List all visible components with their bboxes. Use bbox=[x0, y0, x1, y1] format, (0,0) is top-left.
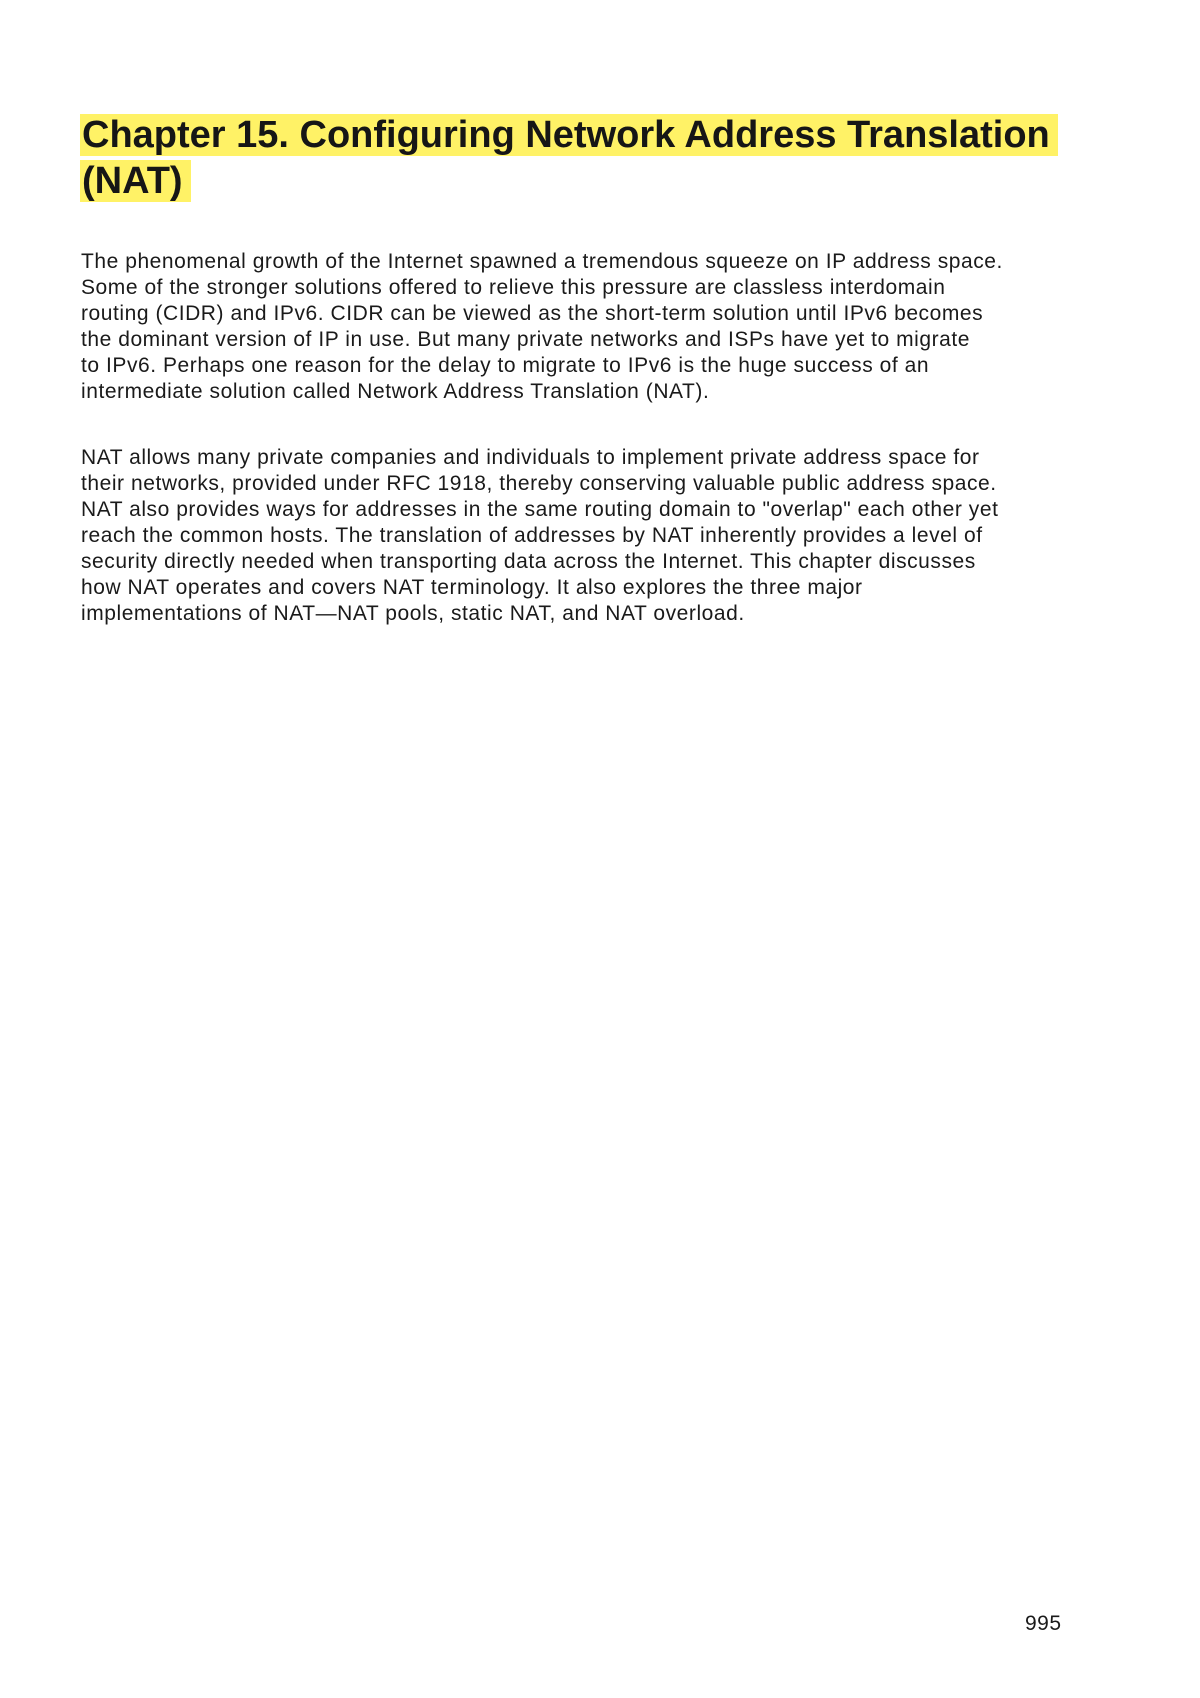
paragraph-line: routing (CIDR) and IPv6. CIDR can be viewed as the short-term solution until IPv6 becomes bbox=[81, 302, 984, 325]
nat-overview-paragraph bbox=[81, 445, 1141, 627]
paragraph-line: to IPv6. Perhaps one reason for the delay to migrate to IPv6 is the huge success of an bbox=[81, 354, 930, 377]
paragraph-line: The phenomenal growth of the Internet spawned a tremendous squeeze on IP address space. bbox=[81, 250, 1003, 273]
title-line-1: Chapter 15. Configuring Network Address Translation bbox=[82, 114, 1050, 156]
paragraph-line: NAT also provides ways for addresses in the same routing domain to "overlap" each other yet bbox=[81, 498, 999, 521]
title-line-2: (NAT) bbox=[82, 160, 183, 202]
intro-paragraph bbox=[81, 249, 1141, 405]
title-highlight bbox=[80, 114, 1058, 202]
paragraph-line: their networks, provided under RFC 1918, thereby conserving valuable public address space. bbox=[81, 472, 997, 495]
paragraph-line: implementations of NAT—NAT pools, static NAT, and NAT overload. bbox=[81, 602, 745, 625]
paragraph-line: how NAT operates and covers NAT terminology. It also explores the three major bbox=[81, 576, 863, 599]
paragraph-line: reach the common hosts. The translation of addresses by NAT inherently provides a level of bbox=[81, 524, 983, 547]
paragraph-line: NAT allows many private companies and individuals to implement private address space for bbox=[81, 446, 980, 469]
paragraph-line: Some of the stronger solutions offered to relieve this pressure are classless interdomain bbox=[81, 276, 946, 299]
paragraph-line: intermediate solution called Network Address Translation (NAT). bbox=[81, 380, 710, 403]
paragraph-line: security directly needed when transporting data across the Internet. This chapter discusses bbox=[81, 550, 976, 573]
chapter-title bbox=[80, 112, 1140, 204]
paragraph-line: the dominant version of IP in use. But many private networks and ISPs have yet to migrate bbox=[81, 328, 971, 351]
page-number: 995 bbox=[1025, 1612, 1062, 1635]
